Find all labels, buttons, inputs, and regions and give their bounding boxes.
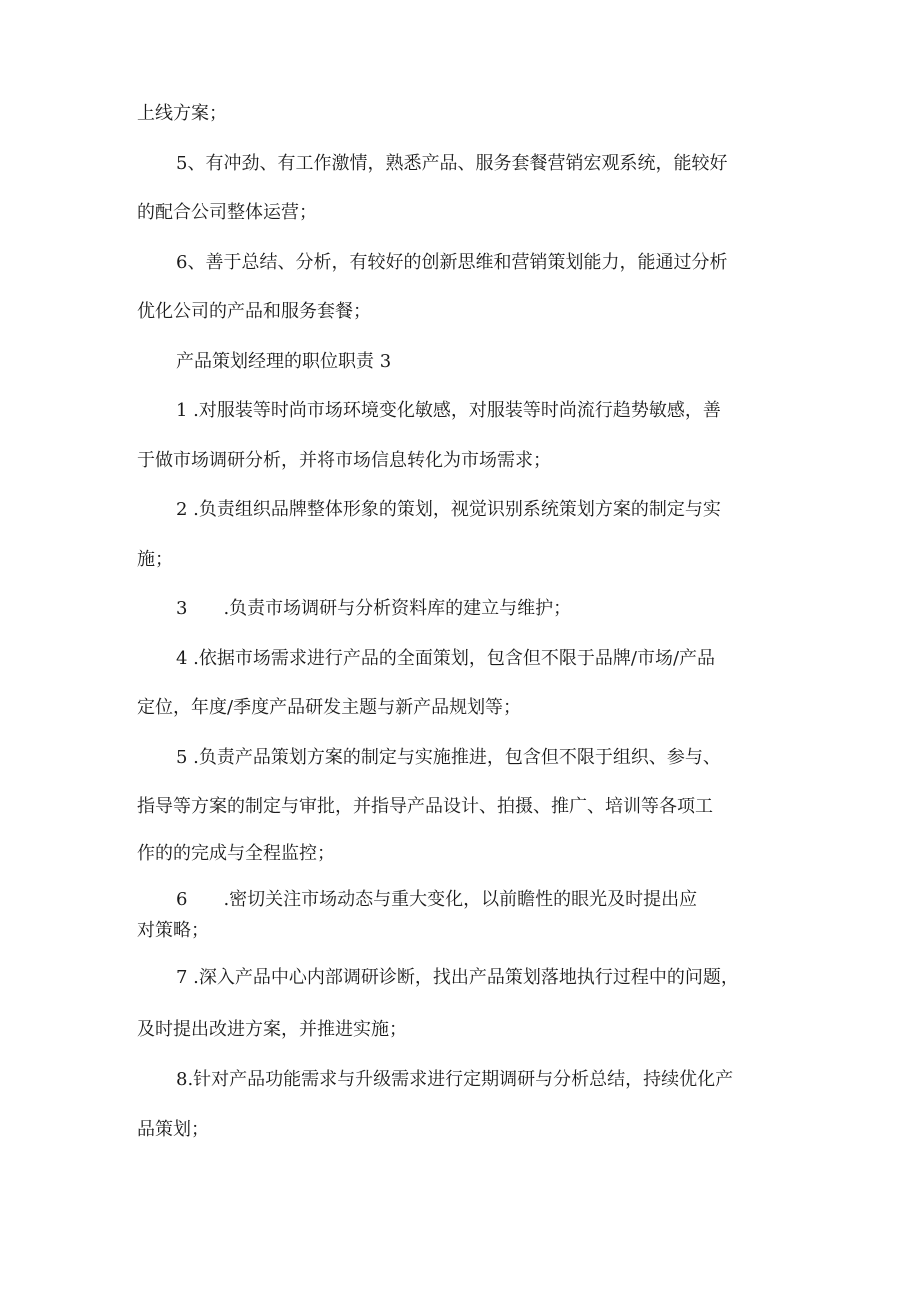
text-line: 7 .深入产品中心内部调研诊断，找出产品策划落地执行过程中的问题， — [176, 967, 739, 988]
text-line: 优化公司的产品和服务套餐； — [137, 301, 371, 322]
section-heading: 产品策划经理的职位职责 3 — [176, 351, 392, 372]
text-line: 定位，年度/季度产品研发主题与新产品规划等； — [137, 697, 522, 718]
text-line: 对策略； — [137, 920, 209, 941]
text-line: 施； — [137, 549, 173, 570]
text-line: 指导等方案的制定与审批，并指导产品设计、拍摄、推广、培训等各项工 — [137, 796, 713, 817]
text-line: 3 .负责市场调研与分析资料库的建立与维护； — [176, 598, 572, 619]
text-line: 2 .负责组织品牌整体形象的策划，视觉识别系统策划方案的制定与实 — [176, 499, 721, 520]
text-line: 作的的完成与全程监控； — [137, 843, 335, 864]
text-line: 4 .依据市场需求进行产品的全面策划，包含但不限于品牌/市场/产品 — [176, 648, 716, 669]
text-line: 1 .对服装等时尚市场环境变化敏感，对服装等时尚流行趋势敏感，善 — [176, 400, 721, 421]
text-line: 6 .密切关注市场动态与重大变化，以前瞻性的眼光及时提出应 — [176, 889, 698, 910]
text-line: 5、有冲劲、有工作激情，熟悉产品、服务套餐营销宏观系统，能较好 — [176, 153, 728, 174]
text-line: 8.针对产品功能需求与升级需求进行定期调研与分析总结，持续优化产 — [176, 1069, 734, 1090]
text-line: 及时提出改进方案，并推进实施； — [137, 1019, 407, 1040]
text-line: 上线方案； — [137, 103, 227, 124]
text-line: 的配合公司整体运营； — [137, 202, 317, 223]
text-line: 5 .负责产品策划方案的制定与实施推进，包含但不限于组织、参与、 — [176, 747, 721, 768]
text-line: 品策划； — [137, 1119, 209, 1140]
text-line: 于做市场调研分析，并将市场信息转化为市场需求； — [137, 450, 551, 471]
text-line: 6、善于总结、分析，有较好的创新思维和营销策划能力，能通过分析 — [176, 252, 728, 273]
